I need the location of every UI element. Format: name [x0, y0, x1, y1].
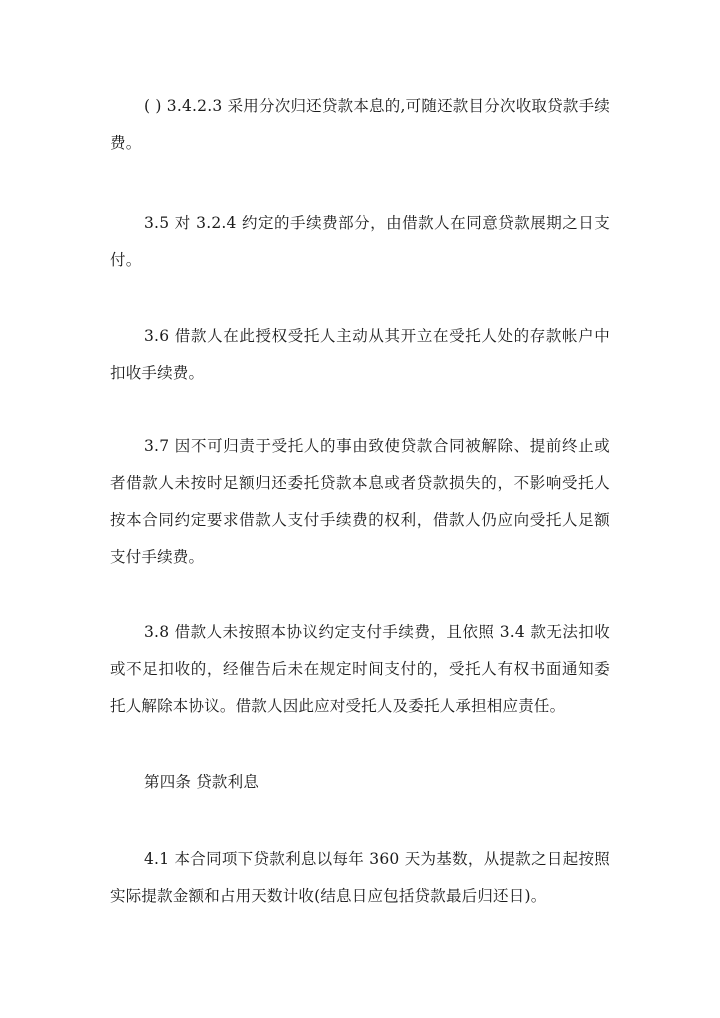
- paragraph-3-5: 3.5 对 3.2.4 约定的手续费部分，由借款人在同意贷款展期之日支付。: [110, 214, 610, 269]
- paragraph-3-6: 3.6 借款人在此授权受托人主动从其开立在受托人处的存款帐户中扣收手续费。: [110, 327, 610, 382]
- section-heading: 第四条 贷款利息: [144, 773, 260, 791]
- paragraph-3-8: 3.8 借款人未按照本协议约定支付手续费，且依照 3.4 款无法扣收或不足扣收的，经催告后未在规定时间支付的，受托人有权书面通知委托人解除本协议。借款人因此应对受托人及委托人承担相应责任。: [110, 623, 610, 715]
- paragraph-4-1: 4.1 本合同项下贷款利息以每年 360 天为基数，从提款之日起按照实际提款金额和占用天数计收(结息日应包括贷款最后归还日)。: [110, 850, 610, 905]
- paragraph-3-7: 3.7 因不可归责于受托人的事由致使贷款合同被解除、提前终止或者借款人未按时足额归还委托贷款本息或者贷款损失的，不影响受托人按本合同约定要求借款人支付手续费的权利，借款人仍应向受托人足额支付手续费。: [110, 437, 610, 566]
- paragraph-3-4-2-3: ( ) 3.4.2.3 采用分次归还贷款本息的,可随还款目分次收取贷款手续费。: [110, 97, 610, 152]
